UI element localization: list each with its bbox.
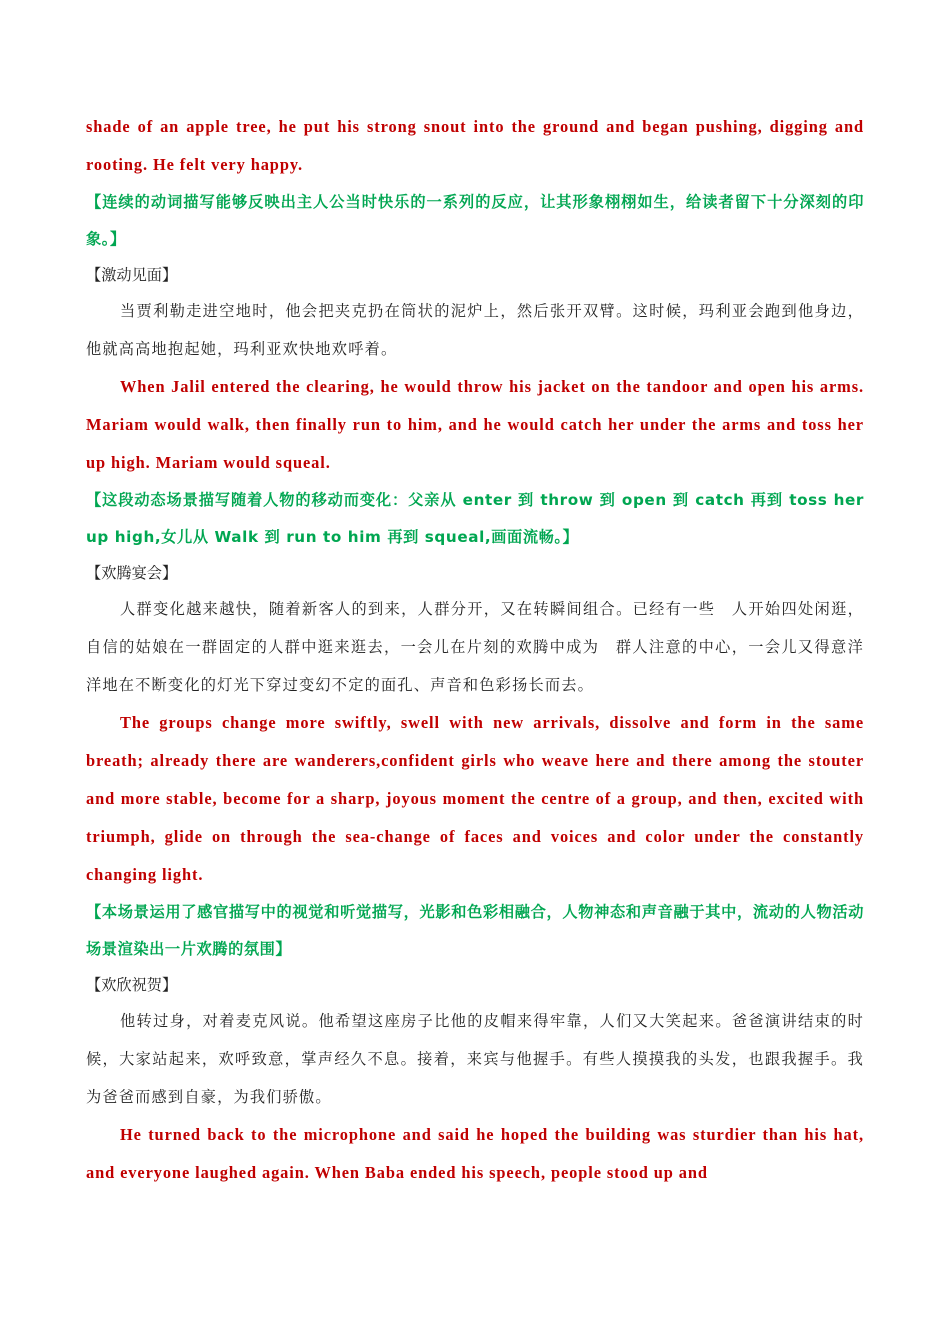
document-page: [86, 108, 864, 1192]
chinese-passage: 人群变化越来越快，随着新客人的到来，人群分开，又在转瞬间组合。已经有一些 人开始四处闲逛，自信的姑娘在一群固定的人群中逛来逛去，一会儿在片刻的欢腾中成为 群人注意的中心，一会儿又得意洋洋地在不断变化的灯光下穿过变幻不定的面孔、声音和色彩扬长而去。: [86, 600, 864, 694]
annotation-note: 【这段动态场景描写随着人物的移动而变化：父亲从 enter 到 throw 到 open 到 catch 再到 toss her up high,女儿从 Walk 到 run to him 再到 squeal,画面流畅。】: [86, 491, 864, 546]
section-heading: 【欢欣祝贺】: [86, 976, 178, 994]
section-heading: 【欢腾宴会】: [86, 564, 178, 582]
annotation-note: 【连续的动词描写能够反映出主人公当时快乐的一系列的反应，让其形象栩栩如生，给读者留下十分深刻的印象。】: [86, 193, 864, 248]
chinese-passage: 他转过身，对着麦克风说。他希望这座房子比他的皮帽来得牢靠，人们又大笑起来。爸爸演讲结束的时候，大家站起来，欢呼致意，掌声经久不息。接着，来宾与他握手。有些人摸摸我的头发，也跟我握手。我为爸爸而感到自豪，为我们骄傲。: [86, 1012, 864, 1106]
english-passage: shade of an apple tree, he put his strong snout into the ground and began pushing, digging and rooting. He felt very happy.: [86, 117, 864, 174]
english-passage: When Jalil entered the clearing, he would throw his jacket on the tandoor and open his arms. Mariam would walk, then finally run to him, and he would catch her under the arms and toss her up high. Mariam would squeal.: [86, 377, 864, 472]
chinese-passage: 当贾利勒走进空地时，他会把夹克扔在筒状的泥炉上，然后张开双臂。这时候，玛利亚会跑到他身边，他就高高地抱起她，玛利亚欢快地欢呼着。: [86, 302, 864, 358]
section-heading: 【激动见面】: [86, 266, 178, 284]
annotation-note: 【本场景运用了感官描写中的视觉和听觉描写，光影和色彩相融合，人物神态和声音融于其中，流动的人物活动场景渲染出一片欢腾的氛围】: [86, 903, 864, 958]
english-passage: The groups change more swiftly, swell with new arrivals, dissolve and form in the same breath; already there are wanderers,confident girls who weave here and there among the stouter and more stable, become for a sharp, joyous moment the centre of a group, and then, excited with triumph, glide on through the sea-change of faces and voices and color under the constantly changing light.: [86, 713, 864, 884]
english-passage: He turned back to the microphone and said he hoped the building was sturdier than his hat, and everyone laughed again. When Baba ended his speech, people stood up and: [86, 1125, 864, 1182]
